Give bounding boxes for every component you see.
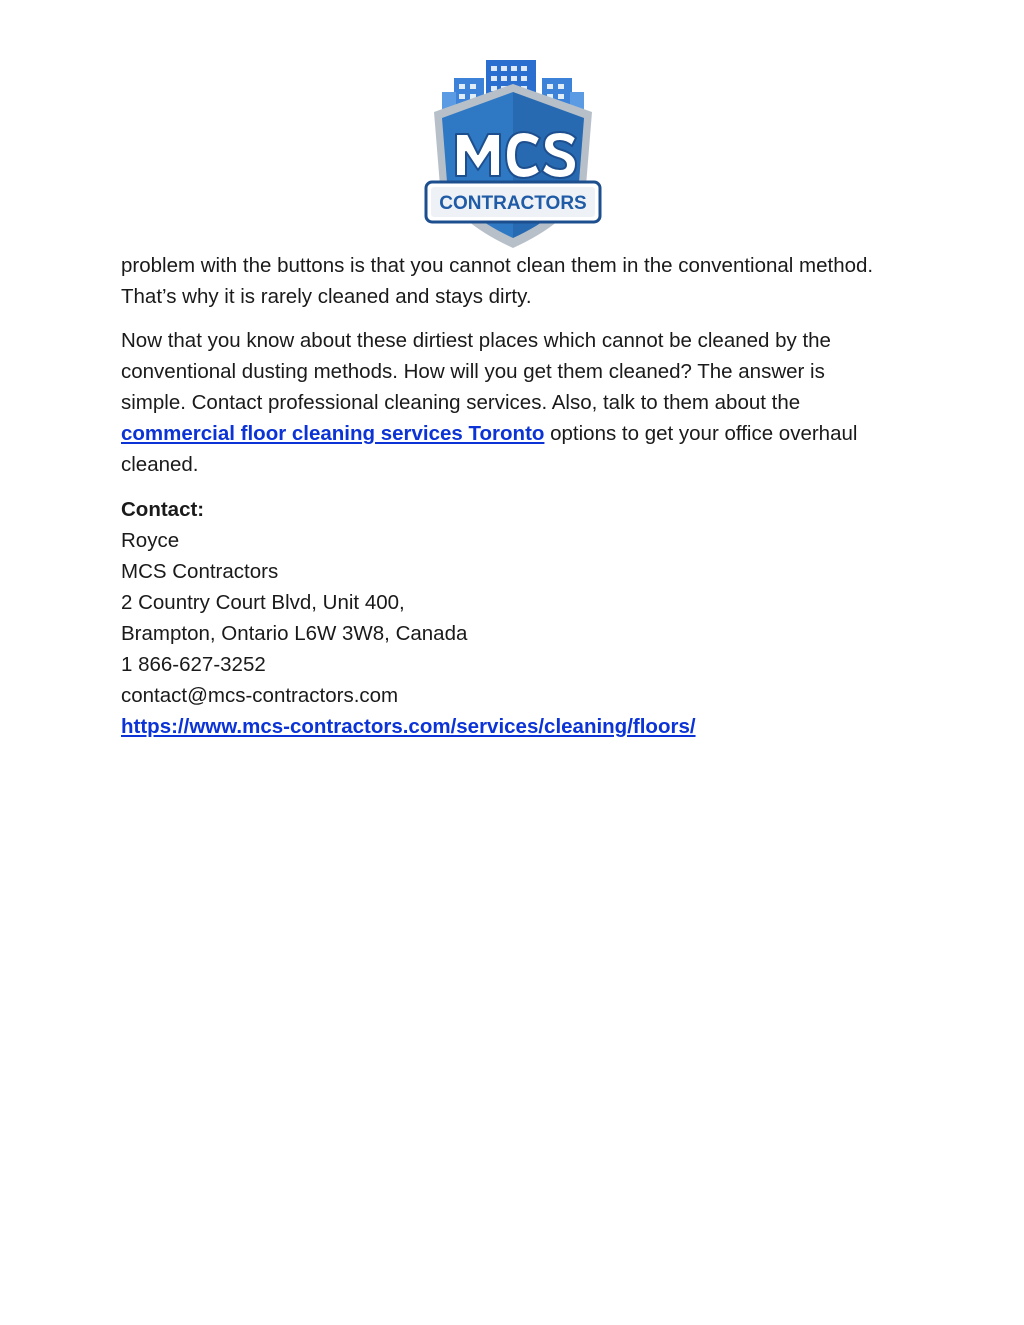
contact-email: contact@mcs-contractors.com [121,684,399,707]
paragraph-cleaning-services [121,325,891,480]
contact-phone: 1 866-627-3252 [121,653,266,676]
document-body [121,250,891,742]
mcs-contractors-logo [420,58,606,250]
logo-subtitle-text: CONTRACTORS [439,193,587,214]
contact-heading: Contact: [121,498,205,521]
contact-company: MCS Contractors [121,560,279,583]
contact-address-line2: Brampton, Ontario L6W 3W8, Canada [121,622,468,645]
contact-address-line1: 2 Country Court Blvd, Unit 400, [121,591,405,614]
paragraph-buttons: problem with the buttons is that you cannot clean them in the conventional method. That’s why it is rarely cleaned and stays dirty. [121,254,874,308]
contact-website-link[interactable]: https://www.mcs-contractors.com/services/cleaning/floors/ [121,715,696,738]
contact-block [121,494,891,742]
contact-name: Royce [121,529,180,552]
paragraph-text-before-link: Now that you know about these dirtiest places which cannot be cleaned by the conventional dusting methods. How will you get them cleaned? The answer is simple. Contact professional cleaning services. Also, talk to them about the [121,329,831,414]
paragraph-text-after-link: options to get your office overhaul cleaned. [121,422,858,476]
commercial-floor-cleaning-link[interactable]: commercial floor cleaning services Toronto [121,422,545,445]
